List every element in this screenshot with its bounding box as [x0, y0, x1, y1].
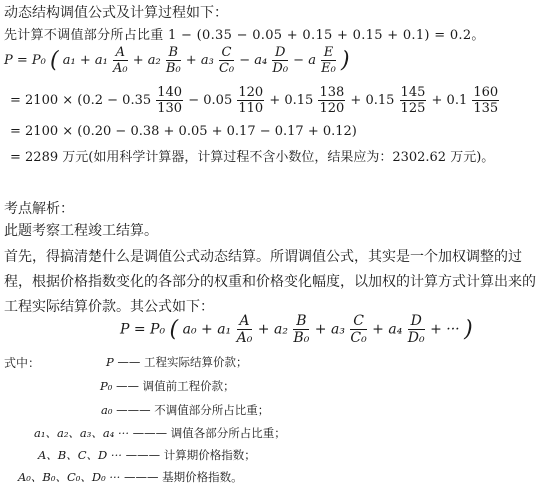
formula-1-fraction: $\frac{E}{\text{E₀}}$: [321, 45, 336, 76]
formula-1-fraction: $\frac{D}{\text{D₀}}$: [272, 45, 289, 76]
substitution-fraction: $\frac{138}{120}$: [319, 85, 345, 116]
formula-2-term: a₂: [274, 321, 288, 338]
formula-2-term: a₁: [217, 321, 232, 338]
formula-2-fraction: $\frac{B}{\text{B₀}}$: [293, 313, 310, 346]
substitution-coef: 0.05: [203, 93, 233, 108]
formula-1-fraction: $\frac{A}{\text{A₀}}$: [113, 45, 128, 76]
legend-desc: ——— 计算期价格指数；: [125, 448, 256, 462]
legend-row: [101, 402, 269, 418]
substitution-fraction: $\frac{160}{135}$: [473, 85, 499, 116]
legend-symbol: A₀、B₀、C₀、D₀ ···: [18, 470, 121, 484]
substitution-fraction: $\frac{120}{110}$: [238, 85, 264, 116]
formula-2-term: a₀: [182, 321, 197, 338]
legend-label: 式中：: [4, 356, 41, 370]
formula-2: P = P₀ ( a₀ + a₁ $\frac{A}{\text{A₀}}$ + a₂ $\frac{B}{\text{B₀}}$ + a₃ $\frac{C}{\text{C₀}}$ + a₄ $\frac{D}{\text{D₀}}$ + ··· ): [120, 313, 473, 346]
legend-row: [106, 354, 248, 370]
legend-row: [38, 447, 256, 463]
substitution-fraction: $\frac{140}{130}$: [157, 85, 183, 116]
formula-2-term: a₄: [388, 321, 403, 338]
legend-symbol: P: [106, 355, 114, 369]
formula-1-term: a₁: [94, 53, 108, 68]
result-line: = 2289 万元(如用科学计算器，计算过程不含小数位，结果应为：2302.62 万元)。: [10, 150, 495, 165]
analysis-line: 此题考察工程竣工结算。: [4, 223, 158, 239]
analysis-line: 工程实际结算价款。其公式如下：: [4, 299, 214, 315]
legend-desc: ——— 基期价格指数。: [124, 470, 243, 484]
legend-symbol: a₀: [101, 403, 113, 417]
formula-1-term: a₁: [62, 53, 76, 68]
legend-row: [100, 378, 235, 394]
substitution-line-1: = 2100 × (0.2 − 0.35 $\frac{140}{130}$ − 0.05 $\frac{120}{110}$ + 0.15 $\frac{138}{120}$ + 0.15 $\frac{145}{125}$ + 0.1 $\frac{160}{135}$: [10, 85, 499, 116]
substitution-coef: 0.15: [365, 93, 395, 108]
legend-desc: —— 调值前工程价款；: [116, 379, 235, 393]
section-heading: 动态结构调值公式及计算过程如下：: [4, 5, 228, 21]
legend-symbol: A、B、C、D ···: [38, 448, 122, 462]
formula-1-fraction: $\frac{B}{\text{B₀}}$: [165, 45, 181, 76]
formula-2-fraction: $\frac{C}{\text{C₀}}$: [350, 313, 367, 346]
formula-1-fraction: $\frac{C}{\text{C₀}}$: [218, 45, 235, 76]
analysis-line: 程，根据价格指数变化的各部分的权重和价格变化幅度，以加权的计算方式计算出来的: [4, 274, 536, 290]
substitution-fraction: $\frac{145}{125}$: [400, 85, 426, 116]
legend-symbol: a₁、a₂、a₃、a₄ ···: [34, 426, 129, 440]
legend-desc: ——— 不调值部分所占比重；: [116, 403, 270, 417]
formula-2-fraction: $\frac{D}{\text{D₀}}$: [407, 313, 425, 346]
analysis-title: 考点解析：: [4, 201, 74, 217]
substitution-line-2: = 2100 × (0.20 − 0.38 + 0.05 + 0.17 − 0.17 + 0.12): [10, 124, 357, 139]
formula-2-fraction: $\frac{A}{\text{A₀}}$: [236, 313, 253, 346]
formula-1-term: a₃: [200, 53, 214, 68]
legend-desc: —— 工程实际结算价款；: [117, 355, 248, 369]
legend-desc: ——— 调值各部分所占比重；: [132, 426, 286, 440]
substitution-coef: 0.15: [284, 93, 314, 108]
formula-2-term: a₃: [330, 321, 345, 338]
substitution-prefix: = 2100 × (0.2 − 0.35: [10, 93, 152, 108]
substitution-coef: 0.1: [446, 93, 468, 108]
formula-1-lhs: P = P₀: [4, 53, 46, 68]
analysis-line: 首先，得搞清楚什么是调值公式动态结算。所谓调值公式，其实是一个加权调整的过: [4, 249, 522, 265]
formula-2-tail: + ···: [430, 321, 460, 338]
formula-1-term: a₄: [254, 53, 268, 68]
formula-1-term: a₂: [147, 53, 161, 68]
legend-row: [34, 425, 286, 441]
calc-line-weight: 先计算不调值部分所占比重 1 − (0.35 − 0.05 + 0.15 + 0.15 + 0.1) = 0.2。: [4, 28, 485, 43]
legend-row: [18, 469, 243, 485]
legend-symbol: P₀: [100, 379, 113, 393]
formula-2-lhs: P = P₀: [120, 321, 166, 338]
formula-1: P = P₀ ( a₁ + a₁ $\frac{A}{\text{A₀}}$ + a₂ $\frac{B}{\text{B₀}}$ + a₃ $\frac{C}{\text{C₀}}$ − a₄ $\frac{D}{\text{D₀}}$ − a $\frac{E}{\text{E₀}}$ ): [4, 45, 350, 76]
